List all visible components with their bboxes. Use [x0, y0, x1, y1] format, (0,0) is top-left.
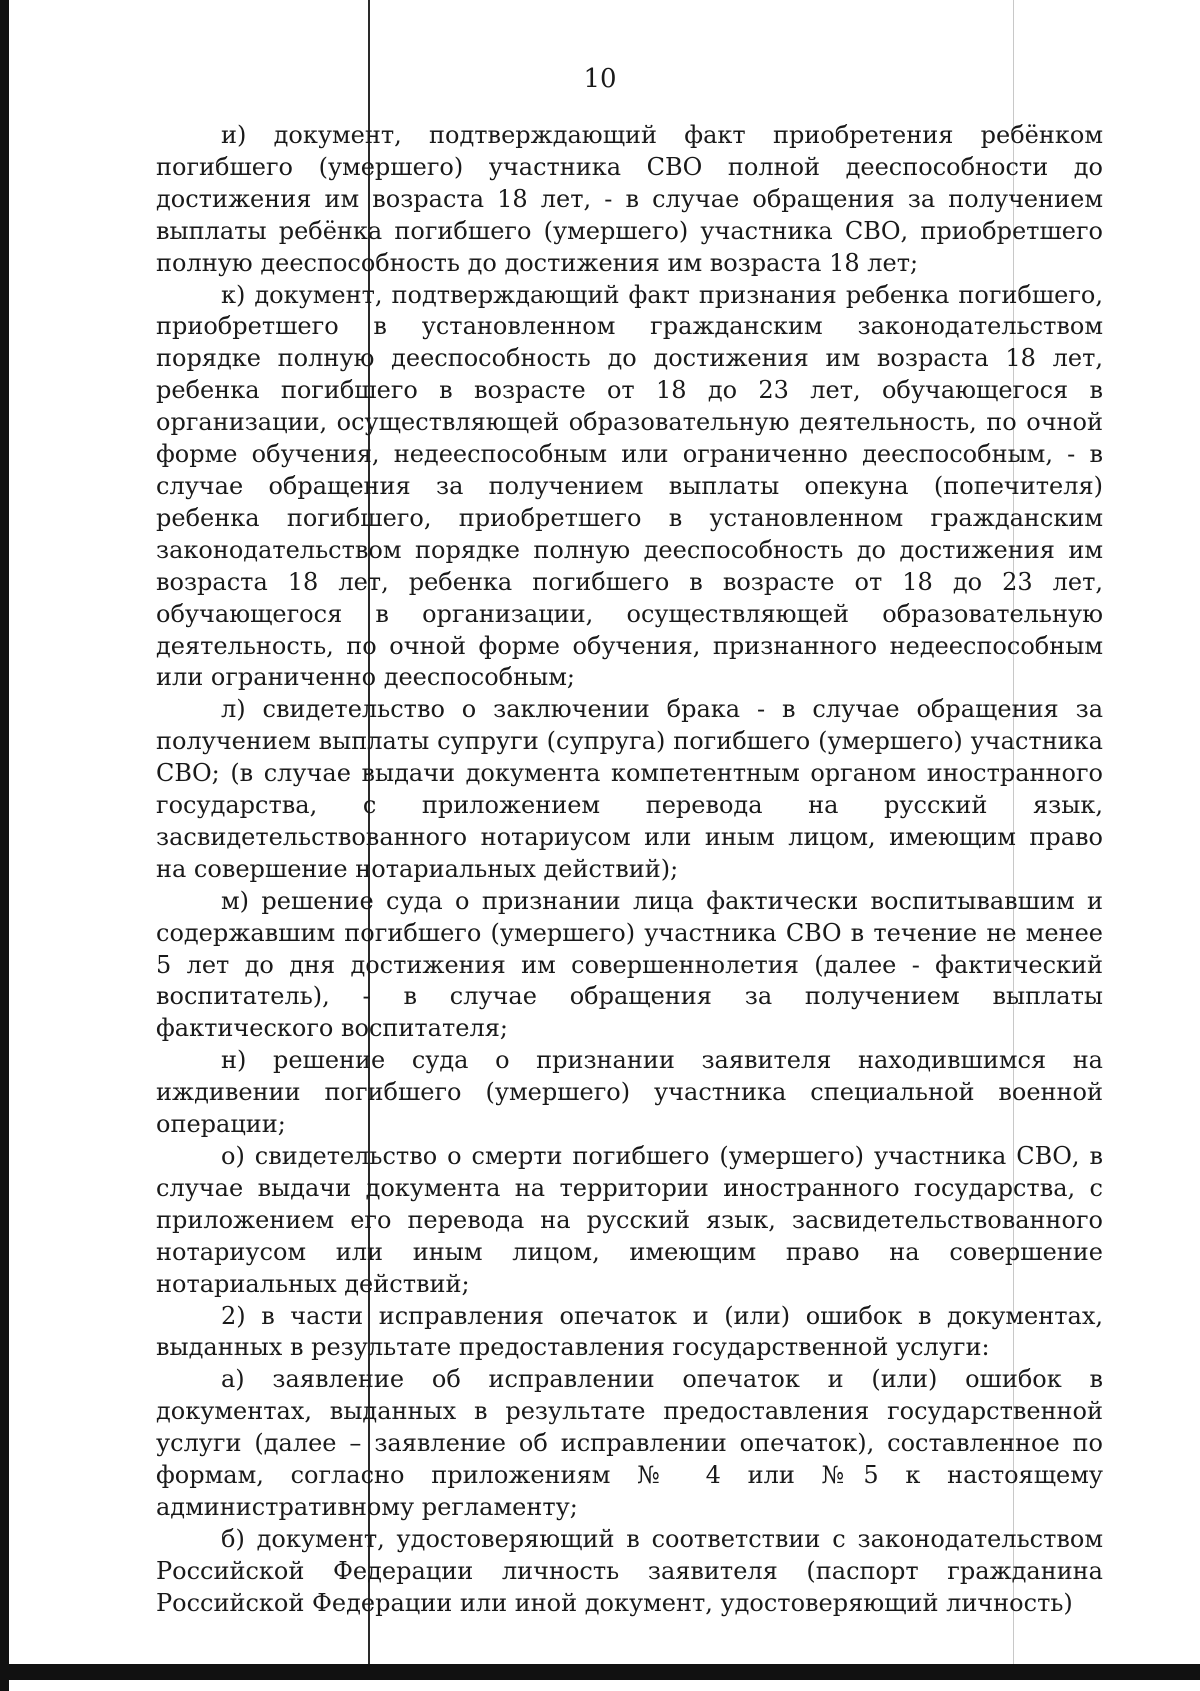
document-body — [156, 120, 1103, 1620]
scan-bottom-edge — [0, 1664, 1200, 1680]
paragraph-a: а) заявление об исправлении опечаток и (или) ошибок в документах, выданных в результате предоставления государственной услуги (далее – заявление об исправлении опечаток), составленное по формам, согласно приложениям № 4 или №5 к настоящему административному регламенту; — [156, 1365, 1103, 1521]
paragraph-b: б) документ, удостоверяющий в соответствии с законодательством Российской Федерации личность заявителя (паспорт гражданина Российской Федерации или иной документ, удостоверяющий личность) — [156, 1524, 1103, 1617]
scan-left-edge — [0, 0, 9, 1691]
paragraph-l: л) свидетельство о заключении брака - в случае обращения за получением выплаты супруги (супруга) погибшего (умершего) участника СВО; (в случае выдачи документа компетентным органом иностранного государства, с приложением перевода на русский язык, засвидетельствованного нотариусом или иным лицом, имеющим право на совершение нотариальных действий); — [156, 695, 1103, 883]
page-number: 10 — [583, 64, 617, 94]
paragraph-o: о) свидетельство о смерти погибшего (умершего) участника СВО, в случае выдачи документа на территории иностранного государства, с приложением его перевода на русский язык, засвидетельствованного нотариусом или иным лицом, имеющим право на совершение нотариальных действий; — [156, 1142, 1103, 1298]
paragraph-2: 2) в части исправления опечаток и (или) ошибок в документах, выданных в результате предоставления государственной услуги: — [156, 1301, 1103, 1362]
paragraph-i: и) документ, подтверждающий факт приобретения ребёнком погибшего (умершего) участника СВО полной дееспособности до достижения им возраста 18 лет, - в случае обращения за получением выплаты ребёнка погибшего (умершего) участника СВО, приобретшего полную дееспособность до достижения им возраста 18 лет; — [156, 121, 1103, 277]
paragraph-n: н) решение суда о признании заявителя находившимся на иждивении погибшего (умершего) участника специальной военной операции; — [156, 1046, 1103, 1139]
paragraph-m: м) решение суда о признании лица фактически воспитывавшим и содержавшим погибшего (умершего) участника СВО в течение не менее 5 лет до дня достижения им совершеннолетия (далее - фактический воспитатель), - в случае обращения за получением выплаты фактического воспитателя; — [156, 886, 1103, 1043]
paragraph-k: к) документ, подтверждающий факт признания ребенка погибшего, приобретшего в установленном гражданским законодательством порядке полную дееспособность до достижения им возраста 18 лет, ребенка погибшего в возрасте от 18 до 23 лет, обучающегося в организации, осуществляющей образовательную деятельность, по очной форме обучения, недееспособным или ограниченно дееспособным, - в случае обращения за получением выплаты опекуна (попечителя) ребенка погибшего, приобретшего в установленном гражданским законодательством порядке полную дееспособность до достижения им возраста 18 лет, ребенка погибшего в возрасте от 18 до 23 лет, обучающегося в организации, осуществляющей образовательную деятельность, по очной форме обучения, признанного недееспособным или ограниченно дееспособным; — [156, 280, 1103, 692]
